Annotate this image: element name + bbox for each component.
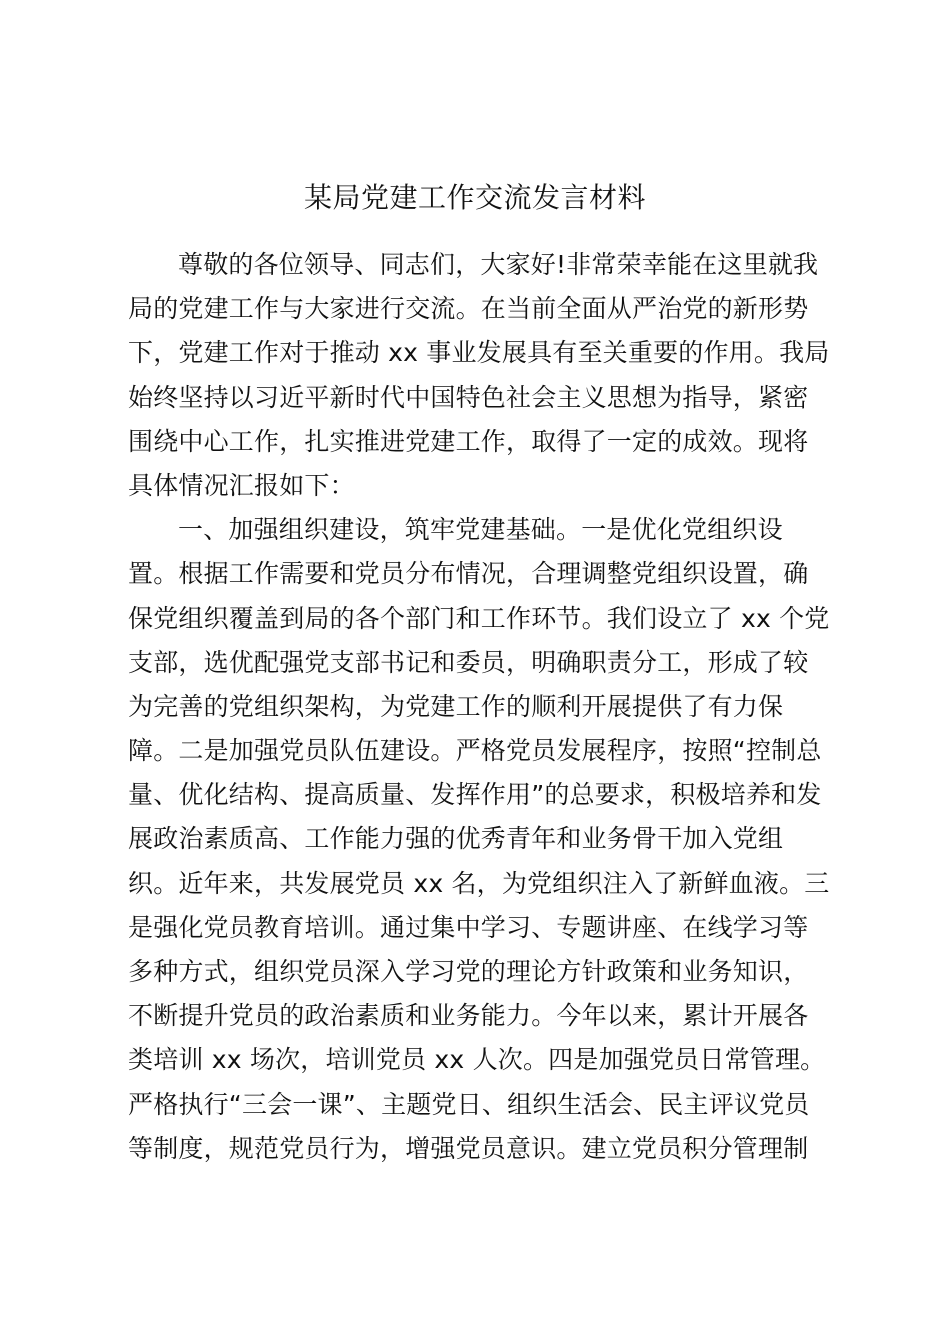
paragraph-line: 围绕中心工作，扎实推进党建工作，取得了一定的成效。现将	[128, 426, 809, 456]
paragraph-line: 不断提升党员的政治素质和业务能力。今年以来，累计开展各	[128, 1001, 809, 1031]
paragraph-line: 织。近年来，共发展党员 xx 名，为党组织注入了新鲜血液。三	[128, 868, 830, 898]
paragraph-line: 类培训 xx 场次，培训党员 xx 人次。四是加强党员日常管理。	[128, 1045, 826, 1075]
paragraph-line: 支部，选优配强党支部书记和委员，明确职责分工，形成了较	[128, 647, 809, 677]
paragraph-line: 障。二是加强党员队伍建设。严格党员发展程序，按照“控制总	[128, 736, 822, 766]
section-heading-line: 一、加强组织建设，筑牢党建基础。一是优化党组织设	[178, 515, 783, 545]
paragraph-line: 是强化党员教育培训。通过集中学习、专题讲座、在线学习等	[128, 912, 809, 942]
paragraph-line: 等制度，规范党员行为，增强党员意识。建立党员积分管理制	[128, 1133, 809, 1163]
paragraph-line: 严格执行“三会一课”、主题党日、组织生活会、民主评议党员	[128, 1089, 810, 1119]
paragraph-line: 置。根据工作需要和党员分布情况，合理调整党组织设置，确	[128, 559, 809, 589]
paragraph-line: 始终坚持以习近平新时代中国特色社会主义思想为指导，紧密	[128, 382, 809, 412]
paragraph-line: 下，党建工作对于推动 xx 事业发展具有至关重要的作用。我局	[128, 338, 830, 368]
paragraph-line: 保党组织覆盖到局的各个部门和工作环节。我们设立了 xx 个党	[128, 603, 830, 633]
document-title: 某局党建工作交流发言材料	[303, 181, 646, 214]
document-body	[128, 243, 828, 1171]
paragraph-line: 为完善的党组织架构，为党建工作的顺利开展提供了有力保	[128, 691, 784, 721]
paragraph-line: 量、优化结构、提高质量、发挥作用”的总要求，积极培养和发	[128, 780, 822, 810]
paragraph-line: 具体情况汇报如下：	[128, 470, 355, 500]
paragraph-line: 多种方式，组织党员深入学习党的理论方针政策和业务知识，	[128, 957, 809, 986]
paragraph-line: 展政治素质高、工作能力强的优秀青年和业务骨干加入党组	[128, 824, 784, 854]
paragraph-line: 局的党建工作与大家进行交流。在当前全面从严治党的新形势	[128, 294, 809, 324]
paragraph-line: 尊敬的各位领导、同志们，大家好!非常荣幸能在这里就我	[178, 250, 819, 279]
